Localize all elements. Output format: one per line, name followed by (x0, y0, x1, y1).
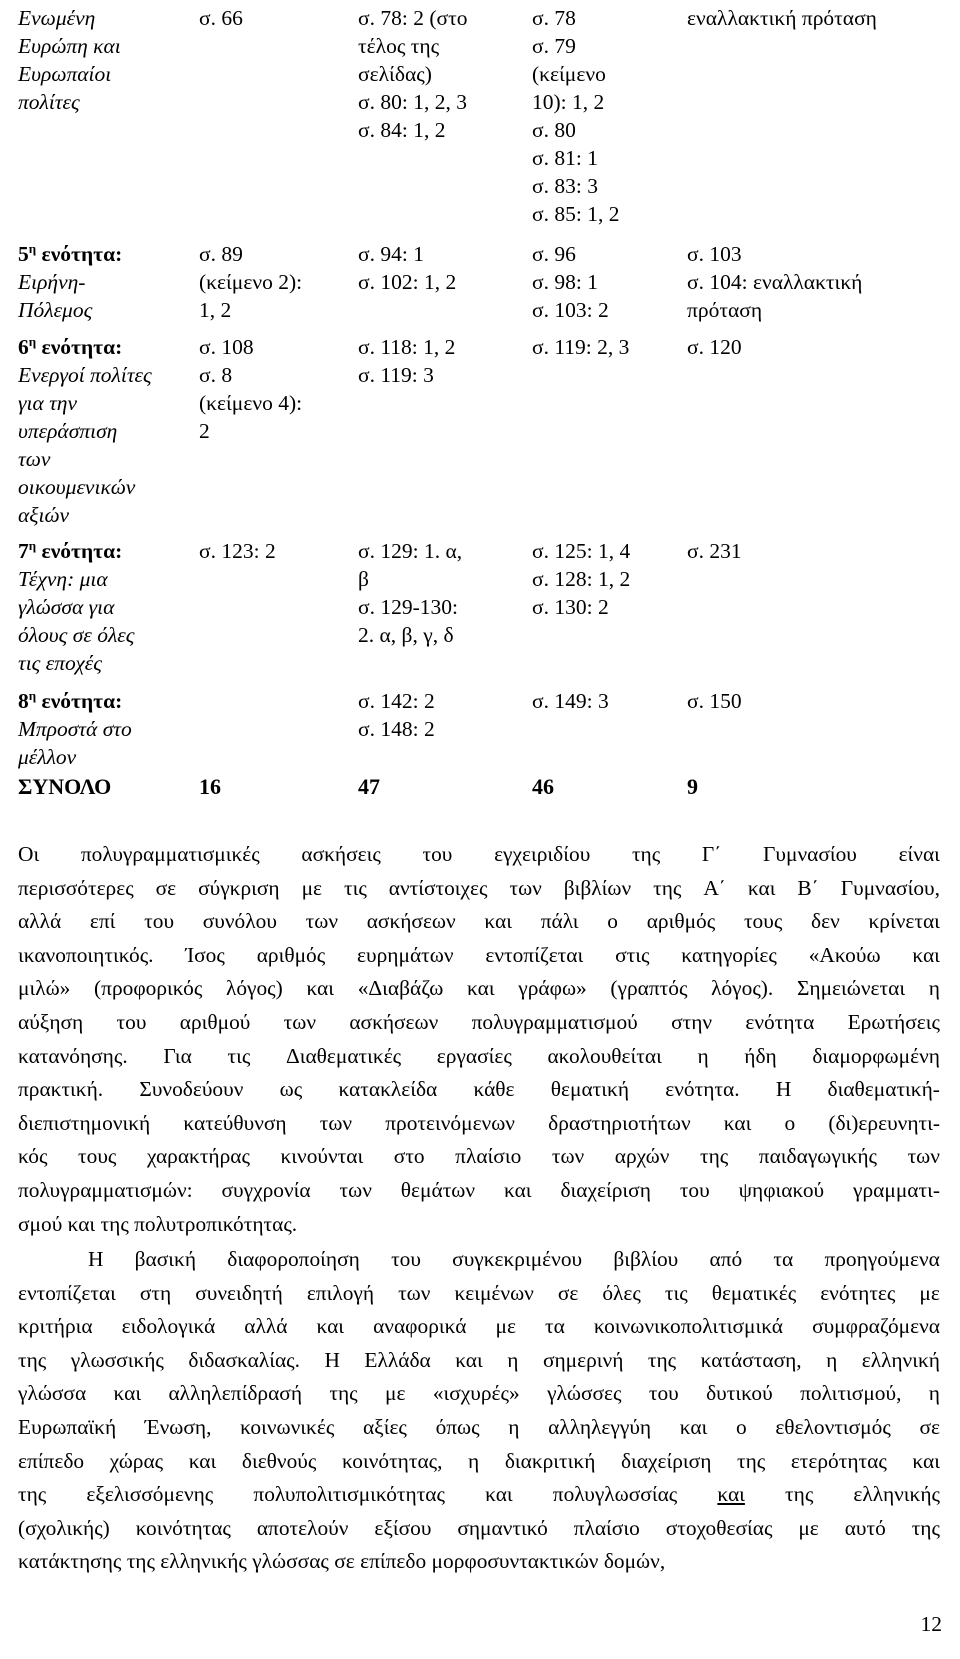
unit-number: 7 (18, 539, 29, 563)
unit-title-line: μέλλον (18, 745, 77, 769)
table-total-row (0, 773, 960, 803)
page-reference: σ. 148: 2 (358, 717, 435, 741)
exercise-refs-c3 (358, 687, 518, 743)
paragraph-line: εντοπίζεται στη συνειδητή επιλογή των κειμένων σε όλες τις θεματικές ενότητες με (18, 1280, 940, 1305)
page-reference: τέλος της (358, 34, 440, 58)
page-reference: σ. 125: 1, 4 (532, 539, 631, 563)
unit-title-line: όλους σε όλες (18, 623, 135, 647)
unit-title-line: Ευρωπαίοι (18, 62, 112, 86)
page-reference: σ. 102: 1, 2 (358, 270, 457, 294)
exercise-refs-c2 (199, 4, 347, 32)
total-col5: 9 (687, 774, 698, 799)
paragraph-line: αλλά επί του συνόλου των ασκήσεων και πάλι ο αριθμός τους δεν κρίνεται (18, 909, 940, 934)
exercise-refs-c3 (358, 240, 518, 296)
page-reference: σ. 96 (532, 242, 576, 266)
unit-title-line: γλώσσα για (18, 595, 115, 619)
page-reference: πρόταση (687, 298, 763, 322)
unit-title-line: των (18, 447, 51, 471)
exercise-refs-c4 (532, 687, 677, 715)
paragraph-line: κός τους χαρακτήρας κινούνται στο πλαίσιο των αρχών της παιδαγωγικής των (18, 1144, 940, 1169)
unit-title-cell (18, 537, 193, 677)
page-reference: σ. 108 (199, 335, 254, 359)
unit-ordinal-sup: η (28, 687, 37, 703)
page-reference: σ. 150 (687, 689, 742, 713)
page-reference: σ. 118: 1, 2 (358, 335, 456, 359)
unit-heading (18, 333, 193, 361)
page-reference: σ. 149: 3 (532, 689, 609, 713)
unit-ordinal-sup: η (28, 333, 37, 349)
unit-number: 5 (18, 242, 29, 266)
page-reference: σ. 78 (532, 6, 576, 30)
page-reference: σ. 94: 1 (358, 242, 424, 266)
page-reference: σ. 103 (687, 242, 742, 266)
page-reference: σ. 89 (199, 242, 243, 266)
unit-title-line: Πόλεμος (18, 298, 93, 322)
page-reference: (κείμενο (532, 62, 606, 86)
page-reference: 1, 2 (199, 298, 232, 322)
exercise-refs-c5 (687, 537, 957, 565)
unit-title-cell (18, 4, 193, 116)
total-col4: 46 (532, 774, 554, 799)
unit-title-line: τις εποχές (18, 651, 102, 675)
paragraph-line: της γλωσσικής διδασκαλίας. Η Ελλάδα και η σημερινή της κατάσταση, η ελληνική (18, 1347, 940, 1372)
page-reference: σελίδας) (358, 62, 432, 86)
exercise-refs-c2 (199, 240, 347, 324)
exercise-refs-c4 (532, 4, 677, 228)
page-reference: σ. 81: 1 (532, 146, 598, 170)
unit-heading (18, 687, 193, 715)
unit-number: 8 (18, 689, 29, 713)
page-reference: σ. 98: 1 (532, 270, 598, 294)
paragraph-line: επίπεδο χώρας και διεθνούς κοινότητας, η διακριτική διαχείριση της ετερότητας και (18, 1448, 940, 1473)
unit-ordinal-sup: η (28, 240, 37, 256)
unit-title-line: οικουμενικών (18, 475, 136, 499)
page-reference: (κείμενο 4): (199, 391, 303, 415)
page-reference: σ. 130: 2 (532, 595, 609, 619)
exercise-refs-c5 (687, 333, 957, 361)
page-reference: σ. 83: 3 (532, 174, 598, 198)
page-reference: β (358, 567, 369, 591)
total-col2: 16 (199, 774, 221, 799)
unit-title-line: Τέχνη: μια (18, 567, 108, 591)
unit-heading (18, 537, 193, 565)
exercise-refs-c4 (532, 333, 677, 361)
exercise-refs-c5 (687, 687, 957, 715)
unit-title-line: υπεράσπιση (18, 419, 118, 443)
unit-label: ενότητα: (36, 539, 123, 563)
page-reference: σ. 84: 1, 2 (358, 118, 446, 142)
page-number: 12 (920, 1612, 942, 1636)
exercise-refs-c3 (358, 333, 518, 389)
page-reference: σ. 123: 2 (199, 539, 276, 563)
unit-label: ενότητα: (36, 242, 123, 266)
body-paragraph-2 (18, 1243, 940, 1579)
unit-ordinal-sup: η (28, 537, 37, 553)
page-reference: σ. 129: 1. α, (358, 539, 463, 563)
unit-title-line: για την (18, 391, 78, 415)
page-reference: σ. 231 (687, 539, 742, 563)
paragraph-line: κριτήρια ειδολογικά αλλά και αναφορικά με τα κοινωνικοπολιτισμικά συμφραζόμενα (18, 1314, 940, 1339)
page-reference: σ. 104: εναλλακτική (687, 270, 863, 294)
unit-title-cell (18, 240, 193, 324)
page-reference: σ. 120 (687, 335, 742, 359)
unit-title-cell (18, 687, 193, 771)
page-reference: σ. 119: 3 (358, 363, 434, 387)
paragraph-line: περισσότερες σε σύγκριση με τις αντίστοιχες των βιβλίων της Α΄ και Β΄ Γυμνασίου, (18, 875, 940, 900)
page-reference: 2. α, β, γ, δ (358, 623, 454, 647)
paragraph-line: (σχολικής) κοινότητας αποτελούν εξίσου σημαντικό πλαίσιο στοχοθεσίας με αυτό της (18, 1515, 940, 1540)
paragraph-line: πολυγραμματισμών: συγχρονία των θεμάτων και διαχείριση του ψηφιακού γραμματι- (18, 1177, 940, 1202)
page-reference: σ. 119: 2, 3 (532, 335, 630, 359)
total-label: ΣΥΝΟΛΟ (18, 774, 112, 799)
unit-title-cell (18, 333, 193, 529)
page-reference: (κείμενο 2): (199, 270, 303, 294)
unit-title-line: Ευρώπη και (18, 34, 121, 58)
paragraph-line: πρακτική. Συνοδεύουν ως κατακλείδα κάθε θεματική ενότητα. Η διαθεματική- (18, 1077, 940, 1102)
unit-title-line: αξιών (18, 503, 70, 527)
paragraph-line: Οι πολυγραμματισμικές ασκήσεις του εγχειριδίου της Γ΄ Γυμνασίου είναι (18, 842, 940, 866)
paragraph-line: σμού και της πολυτροπικότητας. (18, 1211, 298, 1236)
paragraph-line: Η βασική διαφοροποίηση του συγκεκριμένου βιβλίου από τα προηγούμενα (88, 1247, 940, 1271)
exercise-refs-c5 (687, 240, 957, 324)
unit-heading (18, 240, 193, 268)
unit-title-line: Ενωμένη (18, 6, 96, 30)
exercise-refs-c3 (358, 537, 518, 649)
exercise-refs-c2 (199, 537, 347, 565)
page-reference: 2 (199, 419, 210, 443)
unit-title-line: πολίτες (18, 90, 80, 114)
paragraph-line: Ευρωπαϊκή Ένωση, κοινωνικές αξίες όπως η αλληλεγγύη και ο εθελοντισμός σε (18, 1414, 940, 1439)
paragraph-line: κατανόησης. Για τις Διαθεματικές εργασίες ακολουθείται η ήδη διαμορφωμένη (18, 1043, 940, 1068)
page-reference: εναλλακτική πρόταση (687, 6, 877, 30)
exercise-refs-c4 (532, 240, 677, 324)
page-reference: σ. 80 (532, 118, 576, 142)
unit-label: ενότητα: (36, 689, 123, 713)
page-reference: σ. 66 (199, 6, 243, 30)
page-reference: σ. 79 (532, 34, 576, 58)
total-col3: 47 (358, 774, 380, 799)
page-reference: σ. 129-130: (358, 595, 458, 619)
page-reference: σ. 142: 2 (358, 689, 435, 713)
paragraph-line: ικανοποιητικός. Ίσος αριθμός ευρημάτων εντοπίζεται στις κατηγορίες «Ακούω και (18, 942, 940, 967)
paragraph-line: μιλώ» (προφορικός λόγος) και «Διαβάζω και γράφω» (γραπτός λόγος). Σημειώνεται η (18, 976, 940, 1001)
paragraph-line: διεπιστημονική κατεύθυνση των προτεινόμενων δραστηριοτήτων και ο (δι)ερευνητι- (18, 1110, 940, 1135)
page-reference: σ. 78: 2 (στο (358, 6, 468, 30)
unit-label: ενότητα: (36, 335, 123, 359)
page-reference: 10): 1, 2 (532, 90, 605, 114)
body-paragraph-1 (18, 838, 940, 1241)
paragraph-line: της εξελισσόμενης πολυπολιτισμικότητας και πολυγλωσσίας και της ελληνικής (18, 1482, 940, 1507)
unit-number: 6 (18, 335, 29, 359)
exercise-refs-c4 (532, 537, 677, 621)
exercise-refs-c3 (358, 4, 518, 144)
paragraph-line: κατάκτησης της ελληνικής γλώσσας σε επίπεδο μορφοσυντακτικών δομών, (18, 1549, 666, 1574)
page-reference: σ. 80: 1, 2, 3 (358, 90, 467, 114)
unit-title-line: Ειρήνη- (18, 270, 86, 294)
page-reference: σ. 8 (199, 363, 233, 387)
paragraph-line: γλώσσα και αλληλεπίδρασή της με «ισχυρές» γλώσσες του δυτικού πολιτισμού, η (18, 1381, 940, 1406)
page-reference: σ. 128: 1, 2 (532, 567, 631, 591)
paragraph-line: αύξηση του αριθμού των ασκήσεων πολυγραμματισμού στην ενότητα Ερωτήσεις (18, 1009, 940, 1034)
exercise-refs-c5 (687, 4, 957, 32)
unit-title-line: Ενεργοί πολίτες (18, 363, 152, 387)
unit-title-line: Μπροστά στο (18, 717, 132, 741)
page-reference: σ. 103: 2 (532, 298, 609, 322)
exercise-refs-c2 (199, 333, 347, 445)
page-reference: σ. 85: 1, 2 (532, 202, 620, 226)
